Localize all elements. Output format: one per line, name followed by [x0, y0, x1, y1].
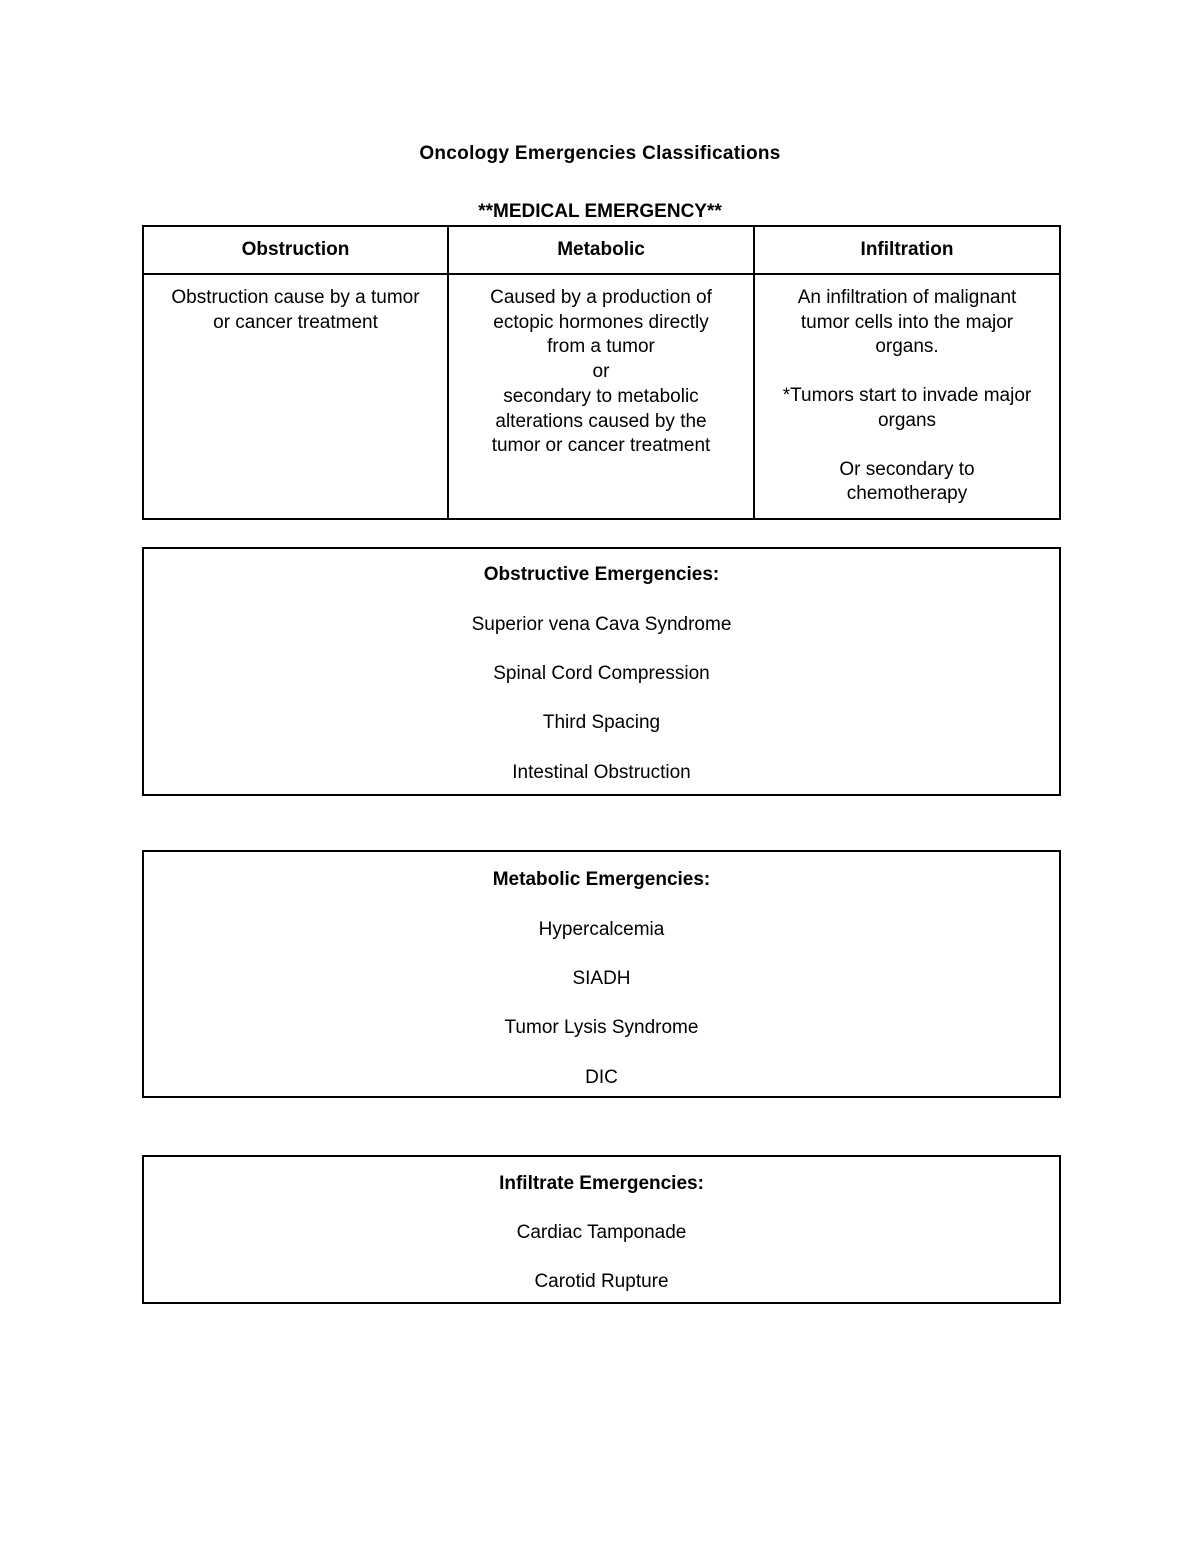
paragraph-gap [763, 360, 1051, 384]
header-infiltration: Infiltration [755, 227, 1059, 275]
metabolic-item: Hypercalcemia [538, 919, 665, 940]
metabolic-item: Tumor Lysis Syndrome [504, 1017, 699, 1038]
paragraph-gap [763, 434, 1051, 458]
metabolic-emergencies-box [142, 850, 1061, 1098]
header-metabolic: Metabolic [449, 227, 755, 275]
infiltration-line: tumor cells into the major [800, 311, 1014, 333]
document-subtitle: **MEDICAL EMERGENCY** [478, 201, 722, 222]
infiltration-line: organs [877, 409, 937, 431]
infiltration-line: Or secondary to [839, 458, 975, 480]
obstructive-item: Intestinal Obstruction [512, 762, 691, 783]
infiltrate-title: Infiltrate Emergencies: [499, 1173, 704, 1194]
obstruction-description [144, 275, 449, 518]
metabolic-line: alterations caused by the [495, 410, 707, 432]
metabolic-line: Caused by a production of [490, 287, 712, 308]
metabolic-line: or [592, 361, 610, 383]
infiltrate-item: Cardiac Tamponade [516, 1222, 687, 1243]
metabolic-line: from a tumor [547, 336, 655, 358]
obstruction-line: or cancer treatment [213, 311, 378, 333]
classification-table [142, 225, 1061, 520]
document-title: Oncology Emergencies Classifications [419, 143, 781, 164]
obstructive-item: Superior vena Cava Syndrome [471, 614, 732, 635]
infiltration-line: An infiltration of malignant [797, 287, 1017, 308]
infiltration-line: organs. [875, 336, 939, 358]
header-obstruction: Obstruction [144, 227, 449, 275]
metabolic-item: DIC [585, 1067, 618, 1088]
obstructive-emergencies-box [142, 547, 1061, 796]
obstructive-item: Third Spacing [542, 712, 661, 733]
metabolic-item: SIADH [572, 968, 631, 989]
metabolic-title: Metabolic Emergencies: [492, 869, 711, 890]
metabolic-description [449, 275, 755, 518]
infiltrate-item: Carotid Rupture [534, 1271, 669, 1292]
metabolic-line: tumor or cancer treatment [491, 435, 711, 457]
metabolic-line: secondary to metabolic [503, 385, 699, 407]
infiltration-description [755, 275, 1059, 518]
infiltration-line: chemotherapy [846, 483, 968, 505]
infiltrate-emergencies-box [142, 1155, 1061, 1304]
infiltration-line: *Tumors start to invade major [782, 385, 1032, 407]
obstructive-item: Spinal Cord Compression [493, 663, 710, 684]
obstruction-line: Obstruction cause by a tumor [171, 287, 420, 308]
obstructive-title: Obstructive Emergencies: [483, 564, 720, 585]
metabolic-line: ectopic hormones directly [493, 311, 709, 333]
